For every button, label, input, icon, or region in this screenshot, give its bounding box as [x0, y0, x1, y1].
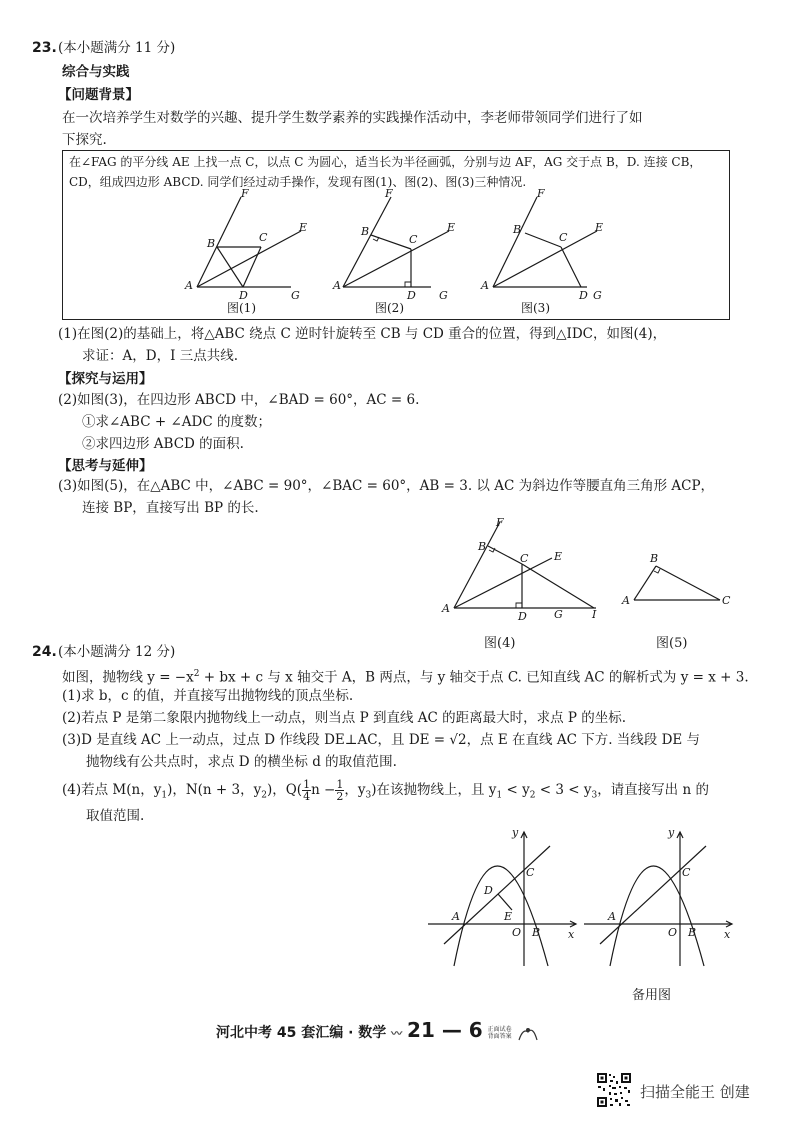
footer-book-title: 河北中考 45 套汇编 · 数学	[216, 1025, 387, 1041]
footer-page-number: 21 — 6	[407, 1018, 483, 1042]
q24-intro	[62, 664, 749, 688]
fig4-label-d: D	[518, 610, 527, 623]
fig5-label-c: C	[722, 594, 731, 607]
main-label-c: C	[526, 866, 535, 879]
footer-mini-text-2: 背面答案	[487, 1033, 512, 1040]
fig2-caption: 图(2)	[375, 301, 404, 315]
q23-background-line1: 在一次培养学生对数学的兴趣、提升学生数学素养的实践操作活动中，李老师带领同学们进行了如	[62, 110, 643, 126]
q23-think-heading: 【思考与延伸】	[58, 458, 153, 474]
q23-part2-line2: ①求∠ABC + ∠ADC 的度数；	[82, 414, 271, 430]
qr-code-icon	[596, 1072, 632, 1108]
q23-part1-line1: (1)在图(2)的基础上，将△ABC 绕点 C 逆时针旋转至 CB 与 CD 重合的位置，得到△IDC，如图(4)，	[58, 326, 667, 342]
main-label-y: y	[512, 826, 519, 839]
fig3-label-c: C	[559, 231, 568, 244]
q23-background-heading: 【问题背景】	[58, 87, 139, 103]
q24-p4-frac2-den: 2	[336, 790, 344, 803]
q23-intro-box	[62, 150, 730, 320]
q24-p4-frac1-den: 4	[303, 790, 311, 803]
fig3-label-g: G	[593, 289, 602, 299]
spare-label-b: B	[688, 926, 697, 939]
fig3-label-e: E	[595, 221, 604, 234]
q23-part1-line2: 求证：A，D，I 三点共线.	[82, 348, 238, 364]
fig4-caption: 图(4)	[484, 636, 516, 651]
fig5-label-a: A	[622, 594, 630, 607]
fig3-label-f: F	[537, 189, 545, 200]
fig1-label-d: D	[239, 289, 248, 299]
q24-p4-sub3: 3	[365, 790, 372, 801]
q24-score: (本小题满分 12 分)	[58, 644, 176, 660]
q24-part3-line2: 抛物线有公共点时，求点 D 的横坐标 d 的取值范围.	[86, 754, 397, 770]
q24-p4-frac2-num: 1	[336, 778, 344, 791]
fig4-label-c: C	[520, 552, 529, 565]
q23-box-line2: CD，组成四边形 ABCD. 同学们经过动手操作，发现有图(1)、图(2)、图(3)三种情况.	[69, 175, 527, 189]
q24-p4-d: n −	[311, 782, 336, 798]
footer-mini-text	[488, 1026, 512, 1040]
q24-p4-sub2b: 2	[529, 790, 536, 801]
fig1-label-b: B	[207, 237, 216, 250]
fig5-label-b: B	[650, 552, 659, 565]
fig4-label-i: I	[592, 608, 597, 621]
scanner-watermark: 扫描全能王 创建	[640, 1083, 750, 1101]
spare-label-a: A	[608, 910, 616, 923]
q24-p4-b: )，N(n + 3，y	[167, 782, 262, 798]
fig2-label-f: F	[385, 189, 393, 200]
q24-p4-sub2: 2	[261, 790, 267, 801]
fig2-label-a: A	[333, 279, 341, 292]
q24-part4-line1	[62, 778, 709, 808]
q24-number: 24.	[32, 644, 57, 660]
fig4-label-g: G	[554, 608, 563, 621]
q23-explore-heading: 【探究与运用】	[58, 371, 153, 387]
q24-p4-c: )，Q(	[266, 782, 303, 798]
fig2-label-b: B	[361, 225, 370, 238]
figure-3	[477, 189, 607, 299]
spare-label-o: O	[668, 926, 678, 939]
main-label-e: E	[504, 910, 513, 923]
fig4-label-e: E	[554, 550, 563, 563]
fig1-label-a: A	[185, 279, 193, 292]
fig1-caption: 图(1)	[227, 301, 256, 315]
spare-label-c: C	[682, 866, 691, 879]
spare-label-x: x	[724, 928, 731, 941]
footer-mascot-icon	[517, 1024, 539, 1042]
q24-p4-sub3b: 3	[591, 790, 598, 801]
figure-1	[181, 189, 311, 299]
spare-figure-caption: 备用图	[632, 988, 672, 1003]
q24-p4-i: ，请直接写出 n 的	[597, 782, 709, 798]
footer-separator-icon: 〰	[391, 1027, 403, 1040]
fig3-label-d: D	[579, 289, 588, 299]
q23-part3-line1: (3)如图(5)，在△ABC 中，∠ABC = 90°，∠BAC = 60°，AB = 3. 以 AC 为斜边作等腰直角三角形 ACP，	[58, 478, 715, 494]
q24-intro-exponent: 2	[193, 669, 200, 679]
fig2-label-c: C	[409, 233, 418, 246]
q24-p4-sub1: 1	[161, 790, 168, 801]
fig5-caption: 图(5)	[656, 636, 688, 651]
fig1-label-e: E	[299, 221, 308, 234]
main-label-x: x	[568, 928, 575, 941]
q24-part3-line1: (3)D 是直线 AC 上一动点，过点 D 作线段 DE⊥AC，且 DE = √2，点 E 在直线 AC 下方. 当线段 DE 与	[62, 732, 701, 748]
q23-part2-line1: (2)如图(3)，在四边形 ABCD 中，∠BAD = 60°，AC = 6.	[58, 392, 420, 408]
q23-background-line2: 下探究.	[62, 132, 107, 148]
q23-part2-line3: ②求四边形 ABCD 的面积.	[82, 436, 244, 452]
q24-p4-frac1	[302, 779, 311, 802]
q24-part2: (2)若点 P 是第二象限内抛物线上一动点，则当点 P 到直线 AC 的距离最大时，求点 P 的坐标.	[62, 710, 627, 726]
q23-part3-line2: 连接 BP，直接写出 BP 的长.	[82, 500, 259, 516]
q24-p4-g: < y	[502, 782, 530, 798]
main-label-b: B	[532, 926, 541, 939]
fig2-label-d: D	[407, 289, 416, 299]
fig1-label-c: C	[259, 231, 268, 244]
figure-2	[331, 189, 461, 299]
page-footer	[216, 1018, 539, 1042]
parabola-figure-spare	[580, 826, 740, 976]
main-label-o: O	[512, 926, 522, 939]
fig2-label-g: G	[439, 289, 448, 299]
q24-p4-a: (4)若点 M(n，y	[62, 782, 162, 798]
q23-number: 23.	[32, 40, 57, 56]
fig3-caption: 图(3)	[521, 301, 550, 315]
main-label-d: D	[484, 884, 493, 897]
fig4-label-b: B	[478, 540, 487, 553]
spare-label-y: y	[668, 826, 675, 839]
fig3-label-a: A	[481, 279, 489, 292]
q24-intro-b: + bx + c 与 x 轴交于 A，B 两点，与 y 轴交于点 C. 已知直线 AC 的解析式为 y = x + 3.	[199, 669, 749, 686]
fig4-label-a: A	[442, 602, 450, 615]
figure-5	[620, 548, 740, 614]
q24-p4-f: )在该抛物线上，且 y	[371, 782, 497, 798]
q24-p4-frac1-num: 1	[303, 778, 311, 791]
main-label-a: A	[452, 910, 460, 923]
fig1-label-g: G	[291, 289, 300, 299]
fig3-label-b: B	[513, 223, 522, 236]
q23-title: 综合与实践	[62, 64, 130, 80]
fig1-label-f: F	[241, 189, 249, 200]
q24-p4-h: < 3 < y	[535, 782, 592, 798]
fig4-label-f: F	[496, 516, 504, 529]
parabola-figure-main	[420, 826, 580, 976]
q24-part4-line2: 取值范围.	[86, 808, 145, 824]
fig2-label-e: E	[447, 221, 456, 234]
q24-p4-sub1b: 1	[496, 790, 503, 801]
figure-4	[440, 514, 610, 626]
q24-p4-e: ，y	[344, 782, 366, 798]
q24-part1: (1)求 b，c 的值，并直接写出抛物线的顶点坐标.	[62, 688, 354, 704]
q24-intro-a: 如图，抛物线 y = −x	[62, 669, 194, 686]
footer-mini-text-1: 正面试卷	[487, 1026, 512, 1033]
q23-score: (本小题满分 11 分)	[58, 40, 176, 56]
q23-box-line1: 在∠FAG 的平分线 AE 上找一点 C，以点 C 为圆心，适当长为半径画弧，分别与边 AF，AG 交于点 B，D. 连接 CB，	[69, 155, 702, 169]
